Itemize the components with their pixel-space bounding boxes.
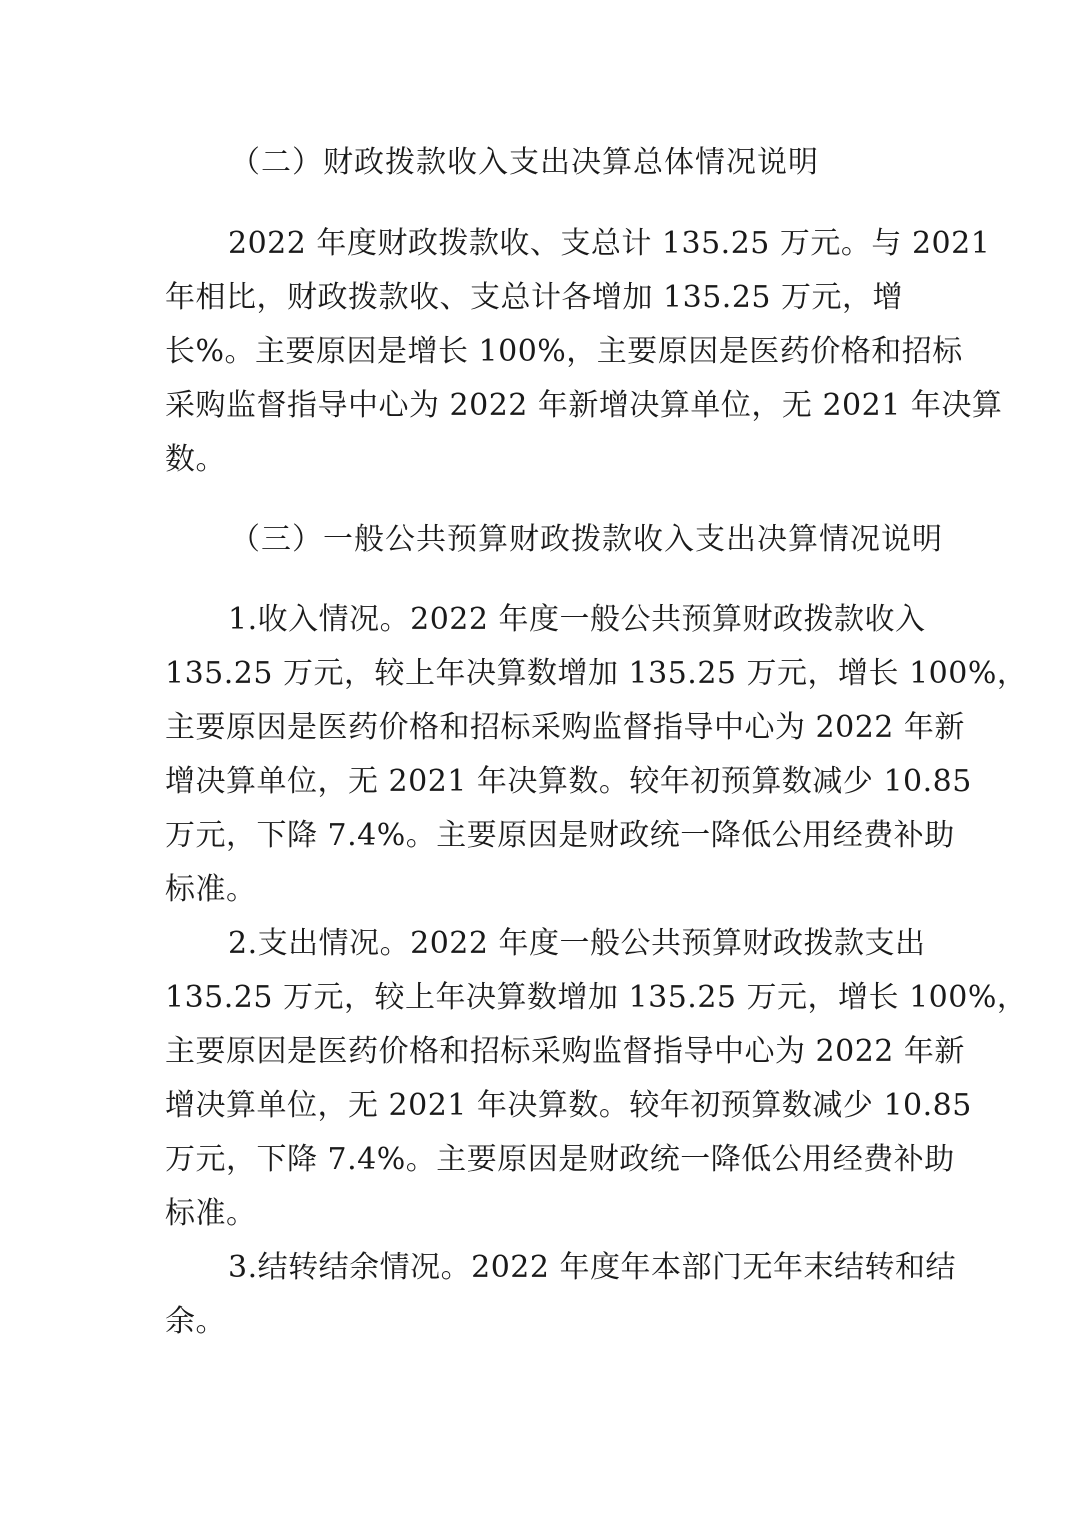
section-3-p3-line-2: 余。	[165, 1304, 226, 1339]
section-3-p1-line-4: 增决算单位，无 2021 年决算数。较年初预算数减少 10.85	[165, 764, 972, 799]
section-2-line-5: 数。	[165, 442, 226, 477]
section-3-p1-line-2: 135.25 万元，较上年决算数增加 135.25 万元，增长 100%，	[165, 656, 1028, 691]
section-2-line-2: 年相比，财政拨款收、支总计各增加 135.25 万元，增	[165, 280, 904, 315]
section-3-p2-line-3: 主要原因是医药价格和招标采购监督指导中心为 2022 年新	[165, 1034, 965, 1069]
section-2-line-3: 长%。主要原因是增长 100%，主要原因是医药价格和招标	[165, 334, 963, 369]
section-3-p3-line-1: 3.结转结余情况。2022 年度年本部门无年末结转和结	[228, 1250, 957, 1285]
section-3-p2-line-6: 标准。	[165, 1196, 257, 1231]
section-3-heading: （三）一般公共预算财政拨款收入支出决算情况说明	[230, 522, 943, 557]
section-3-p1-line-3: 主要原因是医药价格和招标采购监督指导中心为 2022 年新	[165, 710, 965, 745]
section-3-p2-line-1: 2.支出情况。2022 年度一般公共预算财政拨款支出	[228, 926, 926, 961]
section-2-line-4: 采购监督指导中心为 2022 年新增决算单位，无 2021 年决算	[165, 388, 1003, 423]
section-3-p2-line-2: 135.25 万元，较上年决算数增加 135.25 万元，增长 100%，	[165, 980, 1028, 1015]
section-3-p2-line-4: 增决算单位，无 2021 年决算数。较年初预算数减少 10.85	[165, 1088, 972, 1123]
section-3-p1-line-5: 万元，下降 7.4%。主要原因是财政统一降低公用经费补助	[165, 818, 955, 853]
section-2-heading: （二）财政拨款收入支出决算总体情况说明	[230, 145, 819, 180]
section-3-p2-line-5: 万元，下降 7.4%。主要原因是财政统一降低公用经费补助	[165, 1142, 955, 1177]
section-3-p1-line-6: 标准。	[165, 872, 257, 907]
section-2-line-1: 2022 年度财政拨款收、支总计 135.25 万元。与 2021	[228, 226, 991, 261]
section-3-p1-line-1: 1.收入情况。2022 年度一般公共预算财政拨款收入	[228, 602, 926, 637]
